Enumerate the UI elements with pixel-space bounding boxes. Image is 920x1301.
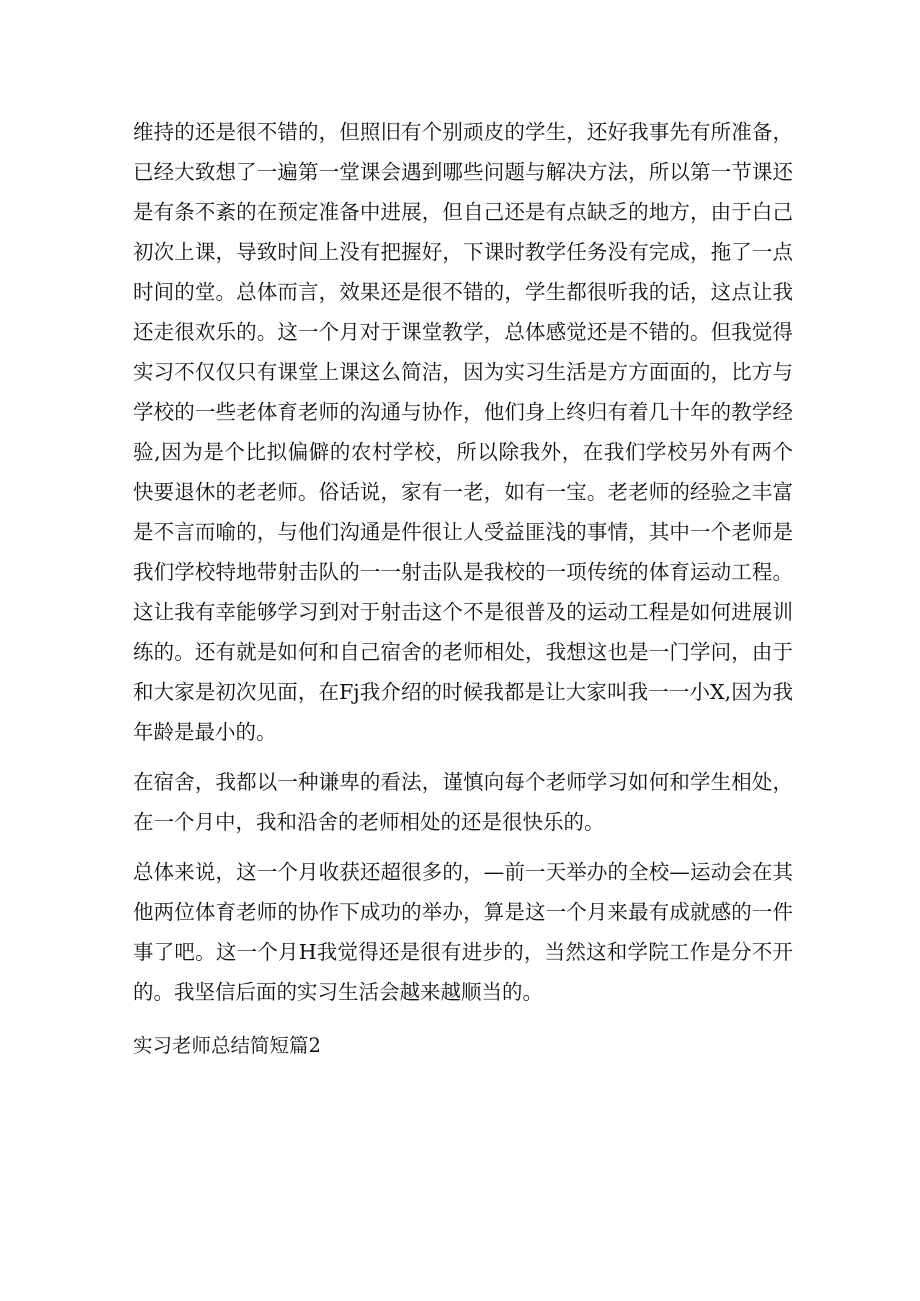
body-paragraph-1: 维持的还是很不错的，但照旧有个别顽皮的学生，还好我事先有所准备，已经大致想了一遍第一堂课会遇到哪些问题与解决方法，所以第一节课还是有条不紊的在预定准备中进展，但自己还是有点缺乏的地方，由于白己初次上课，导致时间上没有把握好，下课时教学任务没有完成，拖了一点时间的堂。总体而言，效果还是很不错的，学生都很听我的话，这点让我还走很欢乐的。这一个月对于课堂教学，总体感觉还是不错的。但我觉得实习不仅仅只有课堂上课这么简洁，因为实习生活是方方面面的，比方与学校的一些老体育老师的沟通与协作，他们身上终归有着几十年的教学经验,因为是个比拟偏僻的农村学校，所以除我外，在我们学校另外有两个快要退休的老老师。俗话说，家有一老，如有一宝。老老师的经验之丰富是不言而喻的，与他们沟通是件很让人受益匪浅的事情，其中一个老师是我们学校特地带射击队的一一射击队是我校的一项传统的体育运动工程。这让我有幸能够学习到对于射击这个不是很普及的运动工程是如何进展训练的。还有就是如何和自己宿舍的老师相处，我想这也是一门学问，由于和大家是初次见面，在Fj我介绍的时候我都是让大家叫我一一小X,因为我年龄是最小的。	[133, 120, 793, 744]
body-paragraph-3: 总体来说，这一个月收获还超很多的，—前一天举办的全校—运动会在其他两位体育老师的协作下成功的举办，算是这一个月来最有成就感的一件事了吧。这一个月H我觉得还是很有进步的，当然这和学院工作是分不开的。我坚信后面的实习生活会越来越顺当的。	[133, 860, 793, 1004]
body-paragraph-2: 在宿舍，我都以一种谦卑的看法，谨慎向每个老师学习如何和学生相处，在一个月中，我和沿舍的老师相处的还是很快乐的。	[133, 770, 793, 834]
document-body	[133, 112, 793, 1066]
section-heading: 实习老师总结简短篇2	[133, 1034, 321, 1057]
